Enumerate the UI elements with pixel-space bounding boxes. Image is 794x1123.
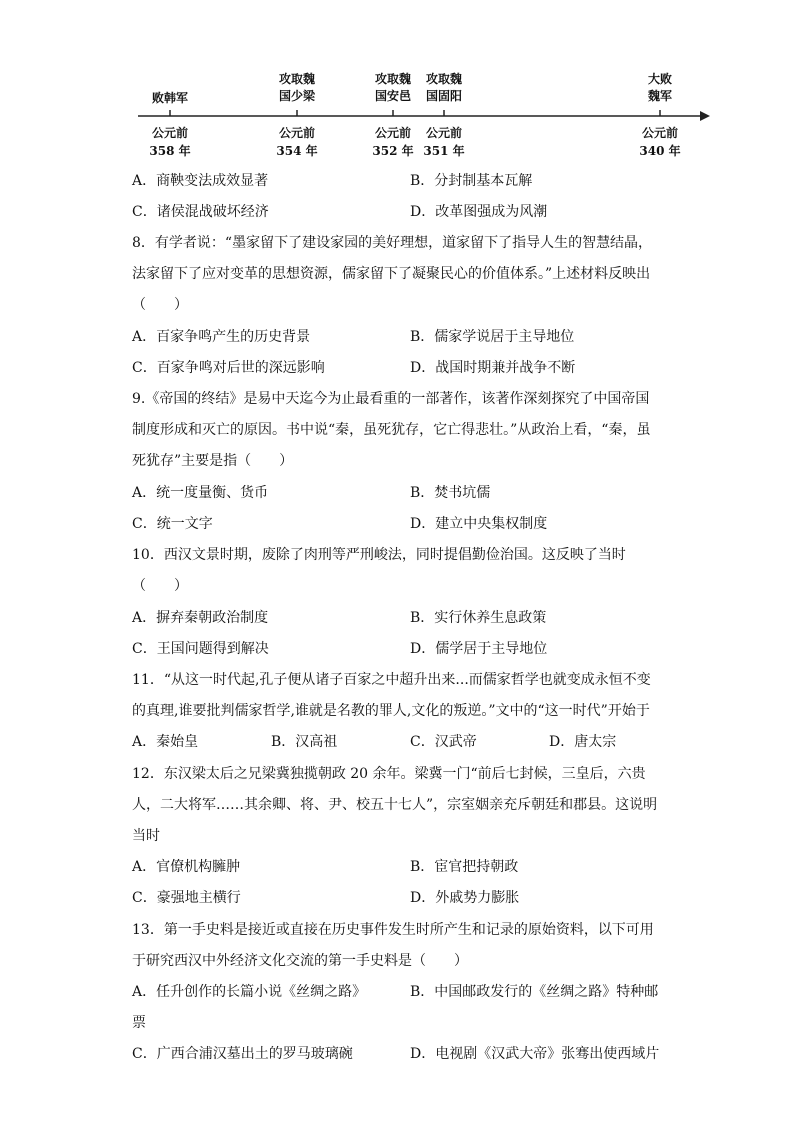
- timeline-event-label: 魏军: [647, 89, 672, 103]
- option-c[interactable]: C．王国问题得到解决: [132, 641, 269, 657]
- option-b[interactable]: B．实行休养生息政策: [410, 610, 547, 626]
- question-stem: 11．“从这一时代起,孔子便从诸子百家之中超升出来...而儒家哲学也就变成永恒不变: [132, 672, 651, 688]
- option-a[interactable]: A．任升创作的长篇小说《丝绸之路》: [132, 984, 367, 1000]
- question-stem: 9.《帝国的终结》是易中天迄今为止最看重的一部著作，该著作深刻探究了中国帝国: [132, 391, 650, 407]
- question-stem: 12．东汉梁太后之兄梁冀独揽朝政 20 余年。梁冀一门“前后七封候，三皇后，六贵: [132, 766, 646, 782]
- question-stem: 当时: [132, 828, 160, 844]
- option-a[interactable]: A．统一度量衡、货币: [132, 485, 269, 501]
- question-stem: 8．有学者说：“墨家留下了建设家园的美好理想，道家留下了指导人生的智慧结晶，: [132, 235, 653, 251]
- timeline-event-label: 败韩军: [151, 91, 188, 105]
- option-b[interactable]: B．宦官把持朝政: [410, 859, 519, 875]
- timeline-date: 354 年: [276, 144, 318, 158]
- timeline-event-label: 大败: [647, 72, 672, 86]
- option-c[interactable]: C．豪强地主横行: [132, 890, 241, 906]
- option-d[interactable]: D．电视剧《汉武大帝》张骞出使西域片: [410, 1046, 660, 1062]
- timeline-arrowhead: [700, 111, 710, 121]
- timeline-date: 公元前: [278, 126, 315, 140]
- timeline-date: 公元前: [151, 126, 188, 140]
- option-b[interactable]: B．分封制基本瓦解: [410, 173, 533, 189]
- question-stem: 10．西汉文景时期，废除了肉刑等严刑峻法，同时提倡勤俭治国。这反映了当时: [132, 547, 626, 563]
- timeline-date: 351 年: [423, 144, 465, 158]
- question-stem: 死犹存”主要是指（ ）: [132, 453, 294, 469]
- timeline-date: 358 年: [149, 144, 191, 158]
- option-a[interactable]: A．官僚机构臃肿: [132, 859, 241, 875]
- timeline-event-label: 国固阳: [425, 89, 462, 103]
- option-d[interactable]: D．外戚势力膨胀: [410, 890, 520, 906]
- timeline-date: 公元前: [425, 126, 462, 140]
- timeline-event-label: 攻取魏: [278, 72, 315, 86]
- option-d[interactable]: D．唐太宗: [549, 734, 617, 750]
- question-stem: 人，二大将军……其余卿、将、尹、校五十七人”，宗室姻亲充斥朝廷和郡县。这说明: [132, 797, 658, 813]
- option-b[interactable]: B．焚书坑儒: [410, 485, 491, 501]
- option-d[interactable]: D．战国时期兼并战争不断: [410, 360, 576, 376]
- timeline-event-label: 攻取魏: [425, 72, 462, 86]
- option-d[interactable]: D．改革图强成为风潮: [410, 204, 548, 220]
- option-b[interactable]: B．汉高祖: [271, 734, 338, 750]
- timeline-event-label: 国少梁: [278, 89, 315, 103]
- question-stem: 制度形成和灭亡的原因。书中说“秦，虽死犹存，它亡得悲壮。”从政治上看，“秦，虽: [132, 422, 651, 438]
- question-stem: 于研究西汉中外经济文化交流的第一手史料是（ ）: [132, 953, 468, 969]
- timeline-date: 公元前: [641, 126, 678, 140]
- option-a[interactable]: A．百家争鸣产生的历史背景: [132, 329, 311, 345]
- option-a[interactable]: A．摒弃秦朝政治制度: [132, 610, 269, 626]
- timeline-event-label: 攻取魏: [374, 72, 411, 86]
- option-b[interactable]: B．儒家学说居于主导地位: [410, 329, 575, 345]
- option-b-continuation: 票: [132, 1015, 146, 1031]
- option-c[interactable]: C．百家争鸣对后世的深远影响: [132, 360, 325, 376]
- answer-blank: （ ）: [132, 297, 188, 313]
- option-a[interactable]: A．商鞅变法成效显著: [132, 173, 269, 189]
- option-d[interactable]: D．建立中央集权制度: [410, 516, 548, 532]
- option-d[interactable]: D．儒学居于主导地位: [410, 641, 548, 657]
- option-c[interactable]: C．统一文字: [132, 516, 213, 532]
- option-c[interactable]: C．广西合浦汉墓出土的罗马玻璃碗: [132, 1046, 353, 1062]
- question-stem: 的真理,谁要批判儒家哲学,谁就是名教的罪人,文化的叛逆。”文中的“这一时代”开始于: [132, 703, 650, 719]
- question-stem: 法家留下了应对变革的思想资源，儒家留下了凝聚民心的价值体系。”上述材料反映出: [132, 266, 651, 282]
- question-stem: 13．第一手史料是接近或直接在历史事件发生时所产生和记录的原始资料，以下可用: [132, 922, 654, 938]
- timeline-date: 公元前: [374, 126, 411, 140]
- option-a[interactable]: A．秦始皇: [132, 734, 199, 750]
- answer-blank: （ ）: [132, 578, 188, 594]
- timeline-date: 352 年: [372, 144, 414, 158]
- timeline-date: 340 年: [639, 144, 681, 158]
- timeline-event-label: 国安邑: [374, 89, 411, 103]
- option-b[interactable]: B．中国邮政发行的《丝绸之路》特种邮: [410, 984, 659, 1000]
- option-c[interactable]: C．汉武帝: [410, 734, 477, 750]
- option-c[interactable]: C．诸侯混战破坏经济: [132, 204, 269, 220]
